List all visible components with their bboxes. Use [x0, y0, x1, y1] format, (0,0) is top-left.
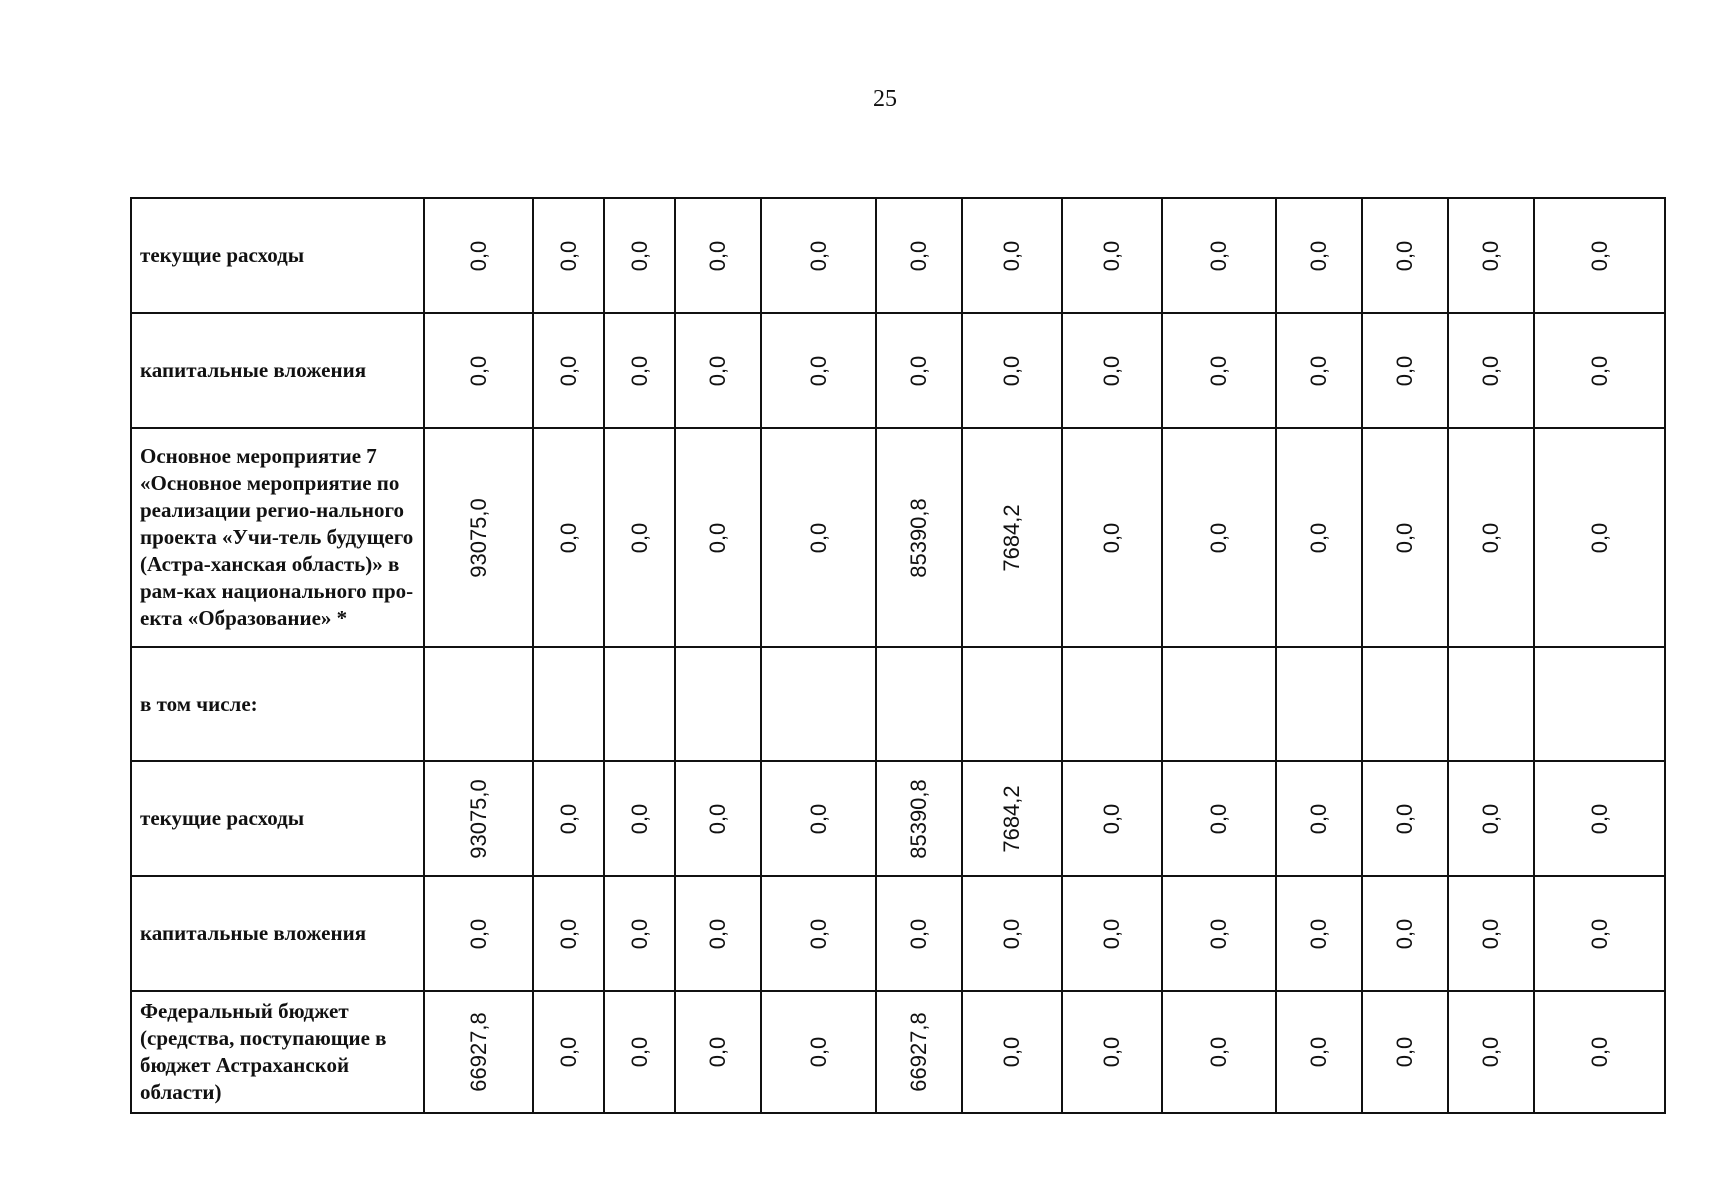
cell-value: 0,0: [805, 803, 831, 834]
cell-value: 0,0: [1392, 1036, 1417, 1068]
value-cell: [1276, 876, 1362, 991]
cell-value: 0,0: [1306, 355, 1331, 386]
cell-value: 0,0: [1099, 355, 1124, 386]
value-cell: [962, 991, 1062, 1113]
cell-value: 0,0: [1392, 240, 1417, 271]
cell-value: 7684,2: [999, 503, 1024, 572]
value-cell: [533, 761, 604, 876]
cell-value: 0,0: [805, 240, 831, 271]
cell-value: 0,0: [705, 522, 730, 553]
cell-value: 0,0: [1586, 803, 1612, 834]
value-cell: [424, 761, 533, 876]
table-row: [131, 647, 1665, 761]
cell-value: 0,0: [1206, 522, 1231, 553]
value-cell: [675, 647, 761, 761]
cell-value: 0,0: [1306, 1036, 1331, 1068]
value-cell: [1162, 428, 1276, 647]
cell-value: 0,0: [626, 803, 652, 834]
cell-value: 0,0: [1306, 803, 1331, 834]
value-cell: [1534, 647, 1665, 761]
cell-value: 66927,8: [465, 1012, 491, 1092]
value-cell: [1448, 991, 1534, 1113]
cell-value: 0,0: [906, 355, 931, 386]
value-cell: [1276, 428, 1362, 647]
value-cell: [1534, 428, 1665, 647]
value-cell: [1062, 647, 1162, 761]
cell-value: 93075,0: [465, 497, 491, 578]
cell-value: 0,0: [1586, 240, 1612, 271]
value-cell: [761, 313, 876, 428]
value-cell: [533, 313, 604, 428]
value-cell: [1276, 991, 1362, 1113]
value-cell: [604, 313, 675, 428]
cell-value: 7684,2: [999, 784, 1024, 853]
cell-value: 0,0: [555, 240, 581, 271]
value-cell: [1062, 761, 1162, 876]
cell-value: 0,0: [555, 1036, 581, 1068]
cell-value: 0,0: [805, 522, 831, 553]
value-cell: [876, 761, 962, 876]
cell-value: 0,0: [705, 803, 730, 834]
value-cell: [761, 991, 876, 1113]
value-cell: [1062, 876, 1162, 991]
value-cell: [1534, 198, 1665, 313]
cell-value: 0,0: [705, 355, 730, 386]
value-cell: [761, 876, 876, 991]
cell-value: 0,0: [1478, 803, 1503, 834]
cell-value: 0,0: [999, 918, 1024, 949]
value-cell: [1276, 313, 1362, 428]
table-row: [131, 198, 1665, 313]
table-row: [131, 313, 1665, 428]
value-cell: [962, 761, 1062, 876]
cell-value: 0,0: [1478, 355, 1503, 386]
cell-value: 66927,8: [906, 1012, 931, 1092]
value-cell: [604, 647, 675, 761]
cell-value: 93075,0: [465, 778, 491, 859]
row-label: капитальные вложения: [131, 313, 424, 428]
cell-value: 0,0: [1586, 918, 1612, 949]
value-cell: [1276, 647, 1362, 761]
cell-value: 0,0: [999, 355, 1024, 386]
cell-value: 0,0: [1206, 1036, 1231, 1068]
table-row: [131, 991, 1665, 1113]
value-cell: [1362, 647, 1448, 761]
cell-value: 0,0: [1099, 918, 1124, 949]
value-cell: [675, 198, 761, 313]
cell-value: 0,0: [1206, 240, 1231, 271]
value-cell: [424, 647, 533, 761]
value-cell: [1534, 876, 1665, 991]
value-cell: [1162, 761, 1276, 876]
value-cell: [1162, 198, 1276, 313]
value-cell: [604, 428, 675, 647]
cell-value: 0,0: [1586, 355, 1612, 386]
value-cell: [1362, 991, 1448, 1113]
value-cell: [533, 876, 604, 991]
cell-value: 0,0: [1586, 1036, 1612, 1068]
cell-value: 0,0: [465, 355, 491, 386]
cell-value: 0,0: [1392, 918, 1417, 949]
cell-value: 0,0: [999, 1036, 1024, 1068]
cell-value: 85390,8: [906, 497, 931, 578]
cell-value: 0,0: [1306, 918, 1331, 949]
value-cell: [1162, 991, 1276, 1113]
value-cell: [1062, 313, 1162, 428]
value-cell: [761, 198, 876, 313]
cell-value: 0,0: [1392, 522, 1417, 553]
value-cell: [424, 313, 533, 428]
value-cell: [962, 428, 1062, 647]
cell-value: 0,0: [555, 803, 581, 834]
cell-value: 0,0: [805, 1036, 831, 1068]
cell-value: 0,0: [1099, 522, 1124, 553]
value-cell: [876, 991, 962, 1113]
cell-value: 85390,8: [906, 778, 931, 859]
cell-value: 0,0: [1478, 240, 1503, 271]
value-cell: [604, 991, 675, 1113]
cell-value: 0,0: [555, 355, 581, 386]
row-label: Федеральный бюджет (средства, поступающие в бюджет Астраханской области): [131, 991, 424, 1113]
value-cell: [876, 876, 962, 991]
cell-value: 0,0: [1306, 522, 1331, 553]
table-row: [131, 876, 1665, 991]
value-cell: [1448, 198, 1534, 313]
value-cell: [962, 876, 1062, 991]
row-label: капитальные вложения: [131, 876, 424, 991]
cell-value: 0,0: [906, 240, 931, 271]
row-label: в том числе:: [131, 647, 424, 761]
value-cell: [1162, 647, 1276, 761]
value-cell: [533, 198, 604, 313]
value-cell: [604, 198, 675, 313]
value-cell: [675, 876, 761, 991]
value-cell: [1362, 428, 1448, 647]
value-cell: [675, 428, 761, 647]
cell-value: 0,0: [1392, 803, 1417, 834]
value-cell: [604, 761, 675, 876]
cell-value: 0,0: [465, 240, 491, 271]
value-cell: [1448, 647, 1534, 761]
cell-value: 0,0: [805, 355, 831, 386]
value-cell: [1362, 761, 1448, 876]
value-cell: [533, 991, 604, 1113]
value-cell: [1062, 198, 1162, 313]
value-cell: [1534, 761, 1665, 876]
table-row: [131, 761, 1665, 876]
value-cell: [424, 991, 533, 1113]
budget-table: [130, 197, 1666, 1114]
cell-value: 0,0: [626, 240, 652, 271]
value-cell: [675, 761, 761, 876]
value-cell: [876, 198, 962, 313]
cell-value: 0,0: [626, 355, 652, 386]
cell-value: 0,0: [1306, 240, 1331, 271]
page-number: 25: [873, 86, 897, 112]
value-cell: [1062, 428, 1162, 647]
value-cell: [1062, 991, 1162, 1113]
value-cell: [1534, 991, 1665, 1113]
value-cell: [962, 647, 1062, 761]
cell-value: 0,0: [626, 522, 652, 553]
value-cell: [1276, 761, 1362, 876]
cell-value: 0,0: [465, 918, 491, 949]
value-cell: [761, 647, 876, 761]
cell-value: 0,0: [1206, 355, 1231, 386]
cell-value: 0,0: [1099, 1036, 1124, 1068]
cell-value: 0,0: [1586, 522, 1612, 553]
cell-value: 0,0: [1478, 918, 1503, 949]
value-cell: [962, 313, 1062, 428]
value-cell: [533, 428, 604, 647]
row-label: текущие расходы: [131, 198, 424, 313]
cell-value: 0,0: [555, 918, 581, 949]
value-cell: [1362, 313, 1448, 428]
value-cell: [675, 313, 761, 428]
cell-value: 0,0: [1206, 803, 1231, 834]
cell-value: 0,0: [906, 918, 931, 949]
cell-value: 0,0: [1099, 803, 1124, 834]
value-cell: [1362, 876, 1448, 991]
cell-value: 0,0: [626, 918, 652, 949]
value-cell: [1162, 876, 1276, 991]
value-cell: [1448, 428, 1534, 647]
value-cell: [1276, 198, 1362, 313]
value-cell: [761, 428, 876, 647]
value-cell: [1448, 761, 1534, 876]
table-row: [131, 428, 1665, 647]
cell-value: 0,0: [1206, 918, 1231, 949]
value-cell: [1448, 876, 1534, 991]
value-cell: [424, 428, 533, 647]
value-cell: [1534, 313, 1665, 428]
value-cell: [876, 313, 962, 428]
row-label: текущие расходы: [131, 761, 424, 876]
value-cell: [424, 198, 533, 313]
value-cell: [962, 198, 1062, 313]
cell-value: 0,0: [805, 918, 831, 949]
value-cell: [1448, 313, 1534, 428]
cell-value: 0,0: [1478, 522, 1503, 553]
cell-value: 0,0: [1099, 240, 1124, 271]
value-cell: [424, 876, 533, 991]
cell-value: 0,0: [626, 1036, 652, 1068]
value-cell: [876, 428, 962, 647]
cell-value: 0,0: [705, 918, 730, 949]
cell-value: 0,0: [1478, 1036, 1503, 1068]
value-cell: [1162, 313, 1276, 428]
value-cell: [675, 991, 761, 1113]
value-cell: [1362, 198, 1448, 313]
value-cell: [533, 647, 604, 761]
value-cell: [604, 876, 675, 991]
cell-value: 0,0: [1392, 355, 1417, 386]
cell-value: 0,0: [999, 240, 1024, 271]
value-cell: [761, 761, 876, 876]
cell-value: 0,0: [705, 1036, 730, 1068]
value-cell: [876, 647, 962, 761]
table-body: [131, 198, 1665, 1113]
cell-value: 0,0: [705, 240, 730, 271]
cell-value: 0,0: [555, 522, 581, 553]
row-label: Основное мероприятие 7 «Основное мероприятие по реализации регио-нального проекта «Учи-тель будущего (Астра-ханская область)» в рам-ках национального про-екта «Образование» *: [131, 428, 424, 647]
